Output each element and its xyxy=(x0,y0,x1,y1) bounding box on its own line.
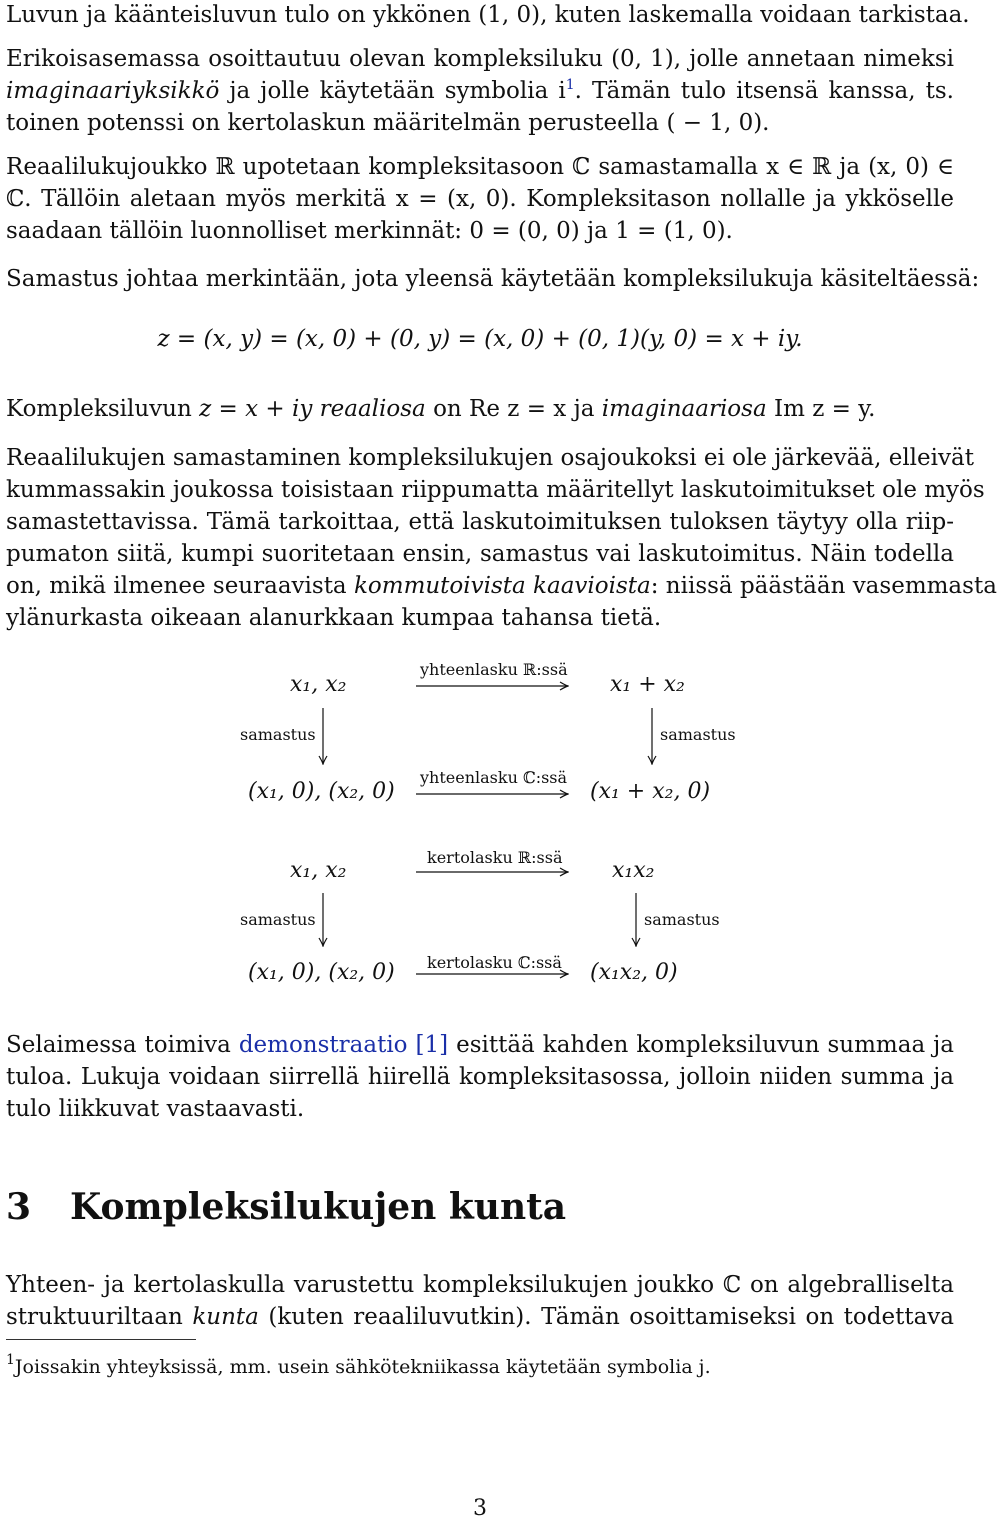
text: tuloa. Lukuja voidaan siirrellä hiirellä kompleksitasossa, jolloin niiden summa ja xyxy=(6,1064,954,1090)
text: Reaalilukujoukko ℝ upotetaan kompleksitasoon ℂ samastamalla x ∈ ℝ ja (x, 0) ∈ xyxy=(6,154,954,180)
sum-top-left: x₁, x₂ xyxy=(290,672,347,697)
text: : niissä päästään vasemmasta xyxy=(650,573,997,599)
text: (kuten reaaliluvutkin). Tämän osoittamiseksi on todettava xyxy=(258,1304,954,1330)
math: z = x + iy xyxy=(199,396,313,422)
sum-bottom-right: (x₁ + x₂, 0) xyxy=(590,779,711,804)
equation-text: z = (x, y) = (x, 0) + (0, y) = (x, 0) + (0, 1)(y, 0) = x + iy. xyxy=(157,326,803,352)
section-number: 3 xyxy=(6,1186,32,1228)
text: on, mikä ilmenee seuraavista xyxy=(6,573,354,599)
text: esittää kahden kompleksiluvun summaa ja xyxy=(448,1032,954,1058)
term-commutative-diagrams: kommutoivista kaavioista xyxy=(353,573,651,599)
sum-bottom-arrow-label: yhteenlasku ℂ:ssä xyxy=(420,768,568,787)
text: ℂ. Tällöin aletaan myös merkitä x = (x, 0). Kompleksitason nollalle ja ykköselle xyxy=(6,186,954,212)
footnote xyxy=(6,1354,711,1380)
text: samastettavissa. Tämä tarkoittaa, että laskutoimituksen tuloksen täytyy olla riip- xyxy=(6,509,954,535)
term-imaginary-unit: imaginaariyksikkö xyxy=(6,78,220,104)
product-top-right: x₁x₂ xyxy=(612,858,655,883)
sum-right-arrow-label: samastus xyxy=(660,725,736,744)
sum-bottom-left: (x₁, 0), (x₂, 0) xyxy=(248,779,395,804)
text: Im z = y. xyxy=(766,396,876,422)
product-right-arrow-label: samastus xyxy=(644,910,720,929)
paragraph-5-line-3 xyxy=(6,1094,954,1124)
section-heading xyxy=(6,1182,566,1232)
sum-top-arrow-label: yhteenlasku ℝ:ssä xyxy=(420,660,568,679)
text: on Re z = x ja xyxy=(425,396,602,422)
text: tulo liikkuvat vastaavasti. xyxy=(6,1096,305,1122)
footnote-rule xyxy=(6,1339,196,1340)
text: . Tämän tulo itsensä kanssa, ts. xyxy=(574,78,954,104)
paragraph-5-line-1 xyxy=(6,1030,954,1060)
text: Erikoisasemassa osoittautuu olevan kompleksiluku (0, 1), jolle annetaan nimeksi xyxy=(6,46,954,72)
text: kummassakin joukossa toisistaan riippumatta määritellyt laskutoimitukset ole myös xyxy=(6,477,985,503)
product-top-left: x₁, x₂ xyxy=(290,858,347,883)
text: Reaalilukujen samastaminen kompleksilukujen osajoukoksi ei ole järkevää, elleivät xyxy=(6,445,974,471)
sum-top-right: x₁ + x₂ xyxy=(610,672,685,697)
paragraph-6-line-2 xyxy=(6,1302,954,1332)
demo-link[interactable]: demonstraatio xyxy=(238,1032,408,1058)
section-title: Kompleksilukujen kunta xyxy=(70,1186,567,1228)
product-bottom-right: (x₁x₂, 0) xyxy=(590,960,678,985)
term-imaginary-part: imaginaariosa xyxy=(601,396,767,422)
text: saadaan tällöin luonnolliset merkinnät: 0 = (0, 0) ja 1 = (1, 0). xyxy=(6,218,733,244)
text: Yhteen- ja kertolaskulla varustettu kompleksilukujen joukko ℂ on algebralliselta xyxy=(6,1272,954,1298)
product-left-arrow-label: samastus xyxy=(240,910,316,929)
text: Samastus johtaa merkintään, jota yleensä käytetään kompleksilukuja käsiteltäessä: xyxy=(6,266,980,292)
text: ylänurkasta oikeaan alanurkkaan kumpaa tahansa tietä. xyxy=(6,605,662,631)
footnote-text: Joissakin yhteyksissä, mm. usein sähkötekniikassa käytetään symbolia j. xyxy=(14,1356,711,1378)
text: toinen potenssi on kertolaskun määritelmän perusteella ( − 1, 0). xyxy=(6,110,770,136)
text: ja jolle käytetään symbolia i xyxy=(219,78,566,104)
paragraph-5-line-2 xyxy=(6,1062,954,1092)
page-number: 3 xyxy=(473,1496,487,1521)
footnote-mark: 1 xyxy=(6,1352,15,1368)
text: Kompleksiluvun xyxy=(6,396,200,422)
sum-left-arrow-label: samastus xyxy=(240,725,316,744)
footnote-link[interactable]: 1 xyxy=(565,77,575,93)
text: Selaimessa toimiva xyxy=(6,1032,239,1058)
term-field: kunta xyxy=(192,1304,259,1330)
product-bottom-arrow-label: kertolasku ℂ:ssä xyxy=(427,953,562,972)
product-bottom-left: (x₁, 0), (x₂, 0) xyxy=(248,960,395,985)
term-real-part: reaaliosa xyxy=(312,396,426,422)
text: struktuuriltaan xyxy=(6,1304,193,1330)
text: pumaton siitä, kumpi suoritetaan ensin, samastus vai laskutoimitus. Näin todella xyxy=(6,541,954,567)
product-top-arrow-label: kertolasku ℝ:ssä xyxy=(427,848,563,867)
text: Luvun ja käänteisluvun tulo on ykkönen (1, 0), kuten laskemalla voidaan tarkistaa. xyxy=(6,2,970,28)
paragraph-6-line-1 xyxy=(6,1270,954,1300)
citation-link[interactable]: [1] xyxy=(415,1032,449,1058)
